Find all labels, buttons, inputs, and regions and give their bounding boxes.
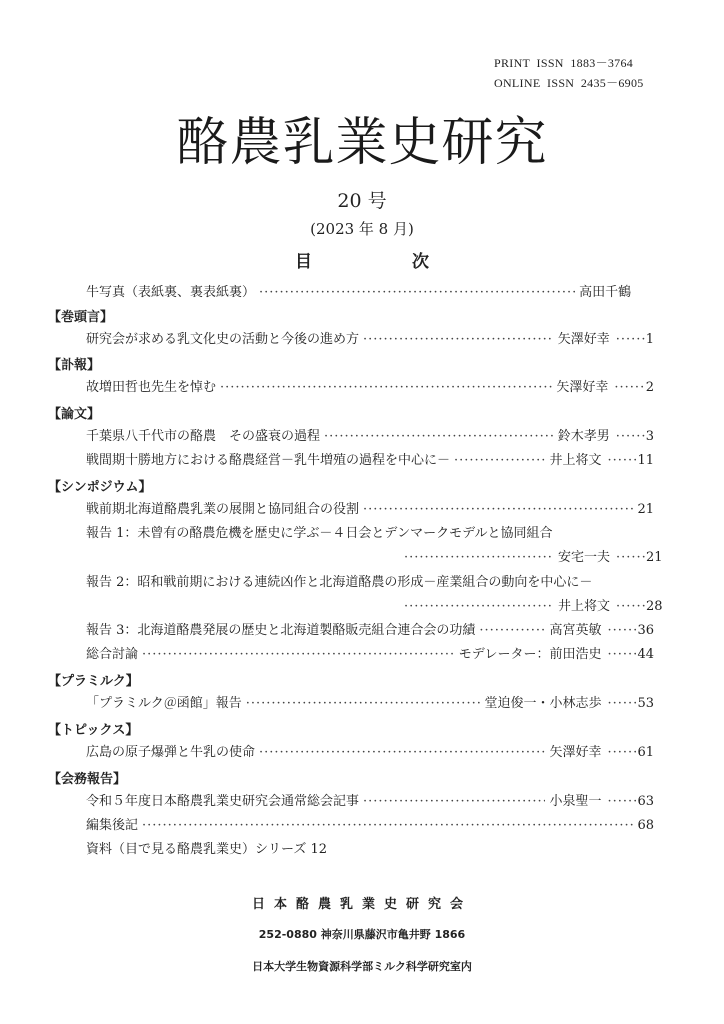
section-puramiruku: 【プラミルク】: [48, 674, 139, 689]
toc-entry[interactable]: 千葉県八千代市の酪農 その盛衰の過程 ····· 鈴木孝男 ······ 3: [86, 428, 654, 446]
toc-entry[interactable]: 総合討論 ····· モデレーター：前田浩史 ······ 44: [86, 646, 654, 664]
issue-number: 20 号: [337, 190, 387, 212]
toc-heading: 目 次: [295, 252, 429, 272]
publisher-address: 252-0880 神奈川県藤沢市亀井野 1866: [258, 928, 466, 941]
section-obituary: 【訃報】: [48, 358, 101, 373]
toc-entry[interactable]: 故増田哲也先生を悼む ····· 矢澤好幸 ······ 2: [86, 379, 654, 397]
section-papers: 【論文】: [48, 407, 101, 422]
issue-date: (2023 年 8 月): [310, 220, 414, 238]
toc-entry[interactable]: 広島の原子爆弾と牛乳の使命 ····· 矢澤好幸 ······ 61: [86, 744, 654, 762]
section-topics: 【トピックス】: [48, 723, 139, 738]
toc-entry[interactable]: 戦前期北海道酪農乳業の展開と協同組合の役割 ····· 21: [86, 501, 654, 519]
toc-entry[interactable]: 戦間期十勝地方における酪農経営－乳牛増殖の過程を中心に－ ····· 井上将文 ······ 11: [86, 452, 654, 470]
section-society: 【会務報告】: [48, 772, 127, 787]
online-issn: ONLINE ISSN 2435－6905: [494, 76, 644, 90]
toc-entry-author-line[interactable]: ····· 安宅一夫 ······ 21: [86, 549, 654, 567]
journal-title: 酪農乳業史研究: [176, 113, 548, 173]
toc-entry[interactable]: 研究会が求める乳文化史の活動と今後の進め方 ····· 矢澤好幸 ······ 1: [86, 331, 654, 349]
toc-entry-author-line[interactable]: ····· 井上将文 ······ 28: [86, 598, 654, 616]
publisher-office: 日本大学生物資源科学部ミルク科学研究室内: [252, 960, 472, 973]
toc-entry[interactable]: 「プラミルク＠函館」報告 ····· 堂迫俊一・小林志歩 ······ 53: [86, 695, 654, 713]
publisher-name: 日本酪農乳業史研究会: [251, 897, 472, 912]
section-symposium: 【シンポジウム】: [48, 480, 152, 495]
toc-entry[interactable]: 報告 3：北海道酪農発展の歴史と北海道製酪販売組合連合会の功績 ····· 高宮英敏 ······ 36: [86, 622, 654, 640]
toc-entry-frontispiece[interactable]: 牛写真（表紙裏、裏表紙裏） ····· 高田千鶴: [86, 284, 654, 302]
toc-entry-title-line[interactable]: 報告 1：未曾有の酪農危機を歴史に学ぶ－４日会とデンマークモデルと協同組合: [86, 526, 553, 541]
toc-entry[interactable]: 令和５年度日本酪農乳業史研究会通常総会記事 ····· 小泉聖一 ······ 63: [86, 793, 654, 811]
section-foreword: 【巻頭言】: [48, 310, 114, 325]
toc-entry[interactable]: 資料（目で見る酪農乳業史）シリーズ 12: [86, 842, 328, 857]
toc-entry-title-line[interactable]: 報告 2：昭和戦前期における連続凶作と北海道酪農の形成－産業組合の動向を中心に－: [86, 575, 593, 590]
print-issn: PRINT ISSN 1883－3764: [494, 56, 634, 70]
toc-entry[interactable]: 編集後記 ····· 68: [86, 817, 654, 835]
